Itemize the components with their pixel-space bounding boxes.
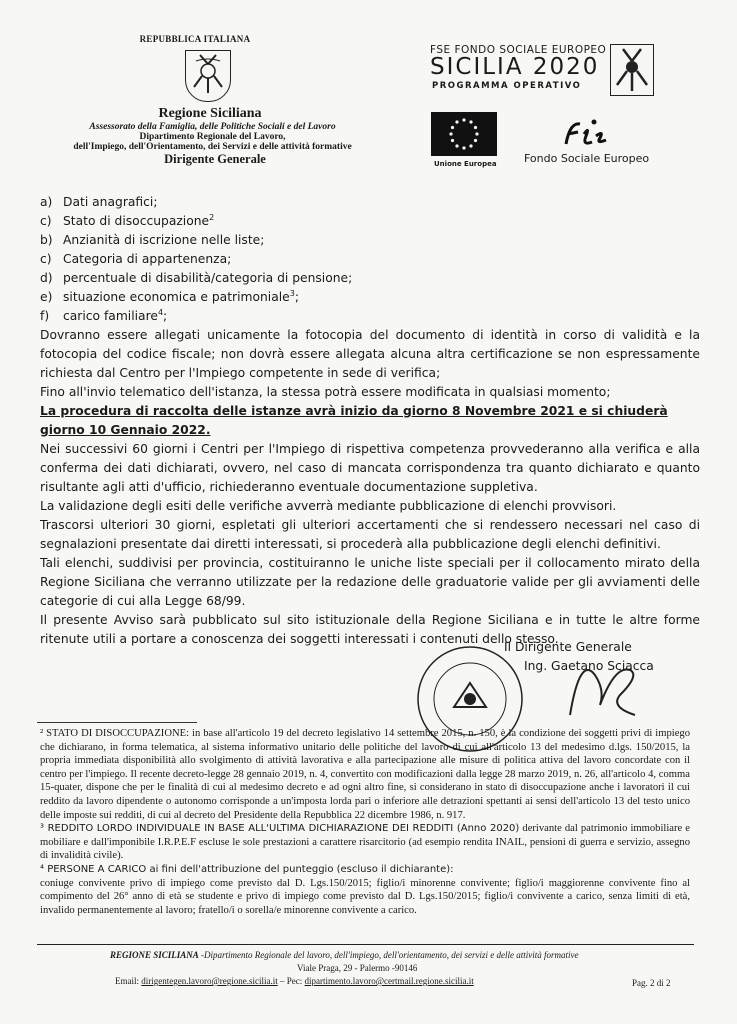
footnote-4-text: coniuge convivente privo di impiego come previsto dal D. Lgs.150/2015; figlio/i minorenne convivente; figlio/i maggiorenne convivente fino al compimento del 26° anno di età se studente e privo di impiego come previsto dal D. Lgs.150/2015; figlio/i convivente a carico, senza limiti di età, invalido permanentemente al lavoro; fratello/i o sorella/e minorenne convivente a carico. (40, 877, 690, 916)
footer-divider (37, 944, 694, 945)
footnotes (40, 727, 690, 917)
footer-address: Viale Praga, 29 - Palermo -90146 (297, 963, 418, 973)
programma-operativo: PROGRAMMA OPERATIVO (432, 81, 582, 91)
dipartimento: Dipartimento Regionale del Lavoro, (139, 132, 286, 142)
assessorato: Assessorato della Famiglia, delle Politiche Sociali e del Lavoro (89, 122, 336, 132)
signature-name: Ing. Gaetano Sciacca (524, 659, 654, 673)
footnote-2: ² STATO DI DISOCCUPAZIONE: in base all'articolo 19 del decreto legislativo 14 settembre 2015, n. 150, è la condizione dei soggetti privi di impiego che dichiarano, in forma telematica, al sistema informativo unitario delle politiche del lavoro di cui all'articolo 13 del medesimo d.lgs. 150/2015, la propria immediata disponibilità allo svolgimento di attività lavorativa e alla partecipazione alle misure di politica attiva del lavoro concordate con il centro per l'impiego. Il recente decreto-legge 28 gennaio 2019, n. 4, convertito con modificazioni dalla legge 28 marzo 2019, n. 26, all'articolo 4, comma 15-quater, dispone che per le finalità di cui al medesimo decreto e ad ogni altro fine, si considerano in stato di disoccupazione anche i lavoratori il cui reddito da lavoro dipendente o autonomo corrisponde a un'imposta lorda pari o inferiore alle detrazioni spettanti ai sensi dell'articolo 13 del testo unico delle imposte sui redditi, di cui al decreto del Presidente della Repubblica 22 dicembre 1986, n. 917. (40, 728, 690, 821)
paragraph-publication: Il presente Avviso sarà pubblicato sul sito istituzionale della Regione Siciliana e in tutte le altre forme ritenute utili a portare a conoscenza dei soggetti interessati i contenuti dello stesso. (40, 613, 700, 646)
footnote-4-heading: ⁴ PERSONE A CARICO ai fini dell'attribuzione del punteggio (escluso il dichiarante): (40, 863, 454, 875)
list-item: f) carico familiare$^4$; (40, 307, 168, 323)
email-link[interactable]: dirigentegen.lavoro@regione.sicilia.it (141, 976, 278, 986)
dipartimento-line2: dell'Impiego, dell'Orientamento, dei Servizi e delle attività formative (73, 142, 352, 152)
fse-logo-icon (560, 114, 610, 154)
paragraph-validation: La validazione degli esiti delle verifiche avverrà mediante pubblicazione di elenchi provvisori. (40, 499, 617, 513)
paragraph-special-lists: Tali elenchi, suddivisi per provincia, costituiranno le uniche liste speciali per il collocamento mirato della Regione Siciliana che verranno utilizzate per la redazione delle graduatorie valide per gli avviamenti delle categorie di cui alla Legge 68/99. (40, 556, 700, 608)
header-left (20, 34, 380, 167)
page-number: Pag. 2 di 2 (632, 978, 671, 988)
paragraph-verification: Nei successivi 60 giorni i Centri per l'Impiego di rispettiva competenza provvederanno alla verifica e alla conferma dei dati dichiarati, ovvero, nel caso di mancata corrispondenza tra quanto dichiarato e quanto risultante agli atti d'ufficio, richiederanno eventuale documentazione suppletiva. (40, 442, 700, 494)
dirigente-generale: Dirigente Generale (164, 152, 266, 166)
trinacria-logo-icon (610, 44, 654, 96)
list-item: c) Categoria di appartenenza; (40, 252, 232, 266)
footnote-3: ³ REDDITO LORDO INDIVIDUALE IN BASE ALL'ULTIMA DICHIARAZIONE DEI REDDITI (Anno 2020) derivante dal patrimonio immobiliare e mobiliare e dall'imponibile I.R.P.E.F escluse le sole prestazioni a carattere risarcitorio (ad esempio rendita INAIL, pensioni di guerra e servizio, assegno di invalidità civile). (40, 823, 690, 862)
list-item: e) situazione economica e patrimoniale$^3$; (40, 288, 299, 304)
republic-title: REPUBBLICA ITALIANA (139, 34, 251, 44)
footnote-divider (37, 722, 197, 723)
list-item: b) Anzianità di iscrizione nelle liste; (40, 233, 265, 247)
footer-contacts: Email: dirigentegen.lavoro@regione.sicilia.it – Pec: dipartimento.lavoro@certmail.regione.sicilia.it (115, 976, 474, 986)
footer-department: REGIONE SICILIANA -Dipartimento Regionale del lavoro, dell'impiego, dell'orientamento, dei servizi e delle attività formative (110, 950, 579, 960)
list-item: c) Stato di disoccupazione$^2$ (40, 212, 215, 228)
fse-caption: Fondo Sociale Europeo (524, 152, 650, 165)
region-emblem-icon (185, 50, 231, 102)
region-name: Regione Siciliana (158, 106, 262, 121)
fse-heading: FSE FONDO SOCIALE EUROPEO (430, 44, 607, 56)
signature-title: Il Dirigente Generale (504, 640, 632, 654)
eu-caption: Unione Europea (434, 160, 497, 168)
list-item: a) Dati anagrafici; (40, 195, 158, 209)
paragraph-modification: Fino all'invio telematico dell'istanza, la stessa potrà essere modificata in qualsiasi momento; (40, 385, 611, 399)
paragraph-dates: La procedura di raccolta delle istanze avrà inizio da giorno 8 Novembre 2021 e si chiuderà giorno 10 Gennaio 2022. (40, 404, 668, 437)
list-item: d) percentuale di disabilità/categoria di pensione; (40, 271, 353, 285)
paragraph-definitive-lists: Trascorsi ulteriori 30 giorni, espletati gli ulteriori accertamenti che si rendessero necessari nel caso di segnalazioni presentate dai diretti interessati, si procederà alla pubblicazione degli elenchi definitivi. (40, 518, 700, 551)
document-body (40, 193, 700, 649)
pec-link[interactable]: dipartimento.lavoro@certmail.regione.sicilia.it (304, 976, 474, 986)
signature-scribble-icon (560, 645, 650, 730)
eu-flag-icon (431, 112, 497, 156)
paragraph-attachments: Dovranno essere allegati unicamente la fotocopia del documento di identità in corso di validità e la fotocopia del codice fiscale; non dovrà essere allegata alcuna altra certificazione se non espressamente richiesta dal Centro per l'Impiego competente in sede di verifica; (40, 328, 700, 380)
sicilia-2020-title: SICILIA 2020 (430, 54, 600, 80)
